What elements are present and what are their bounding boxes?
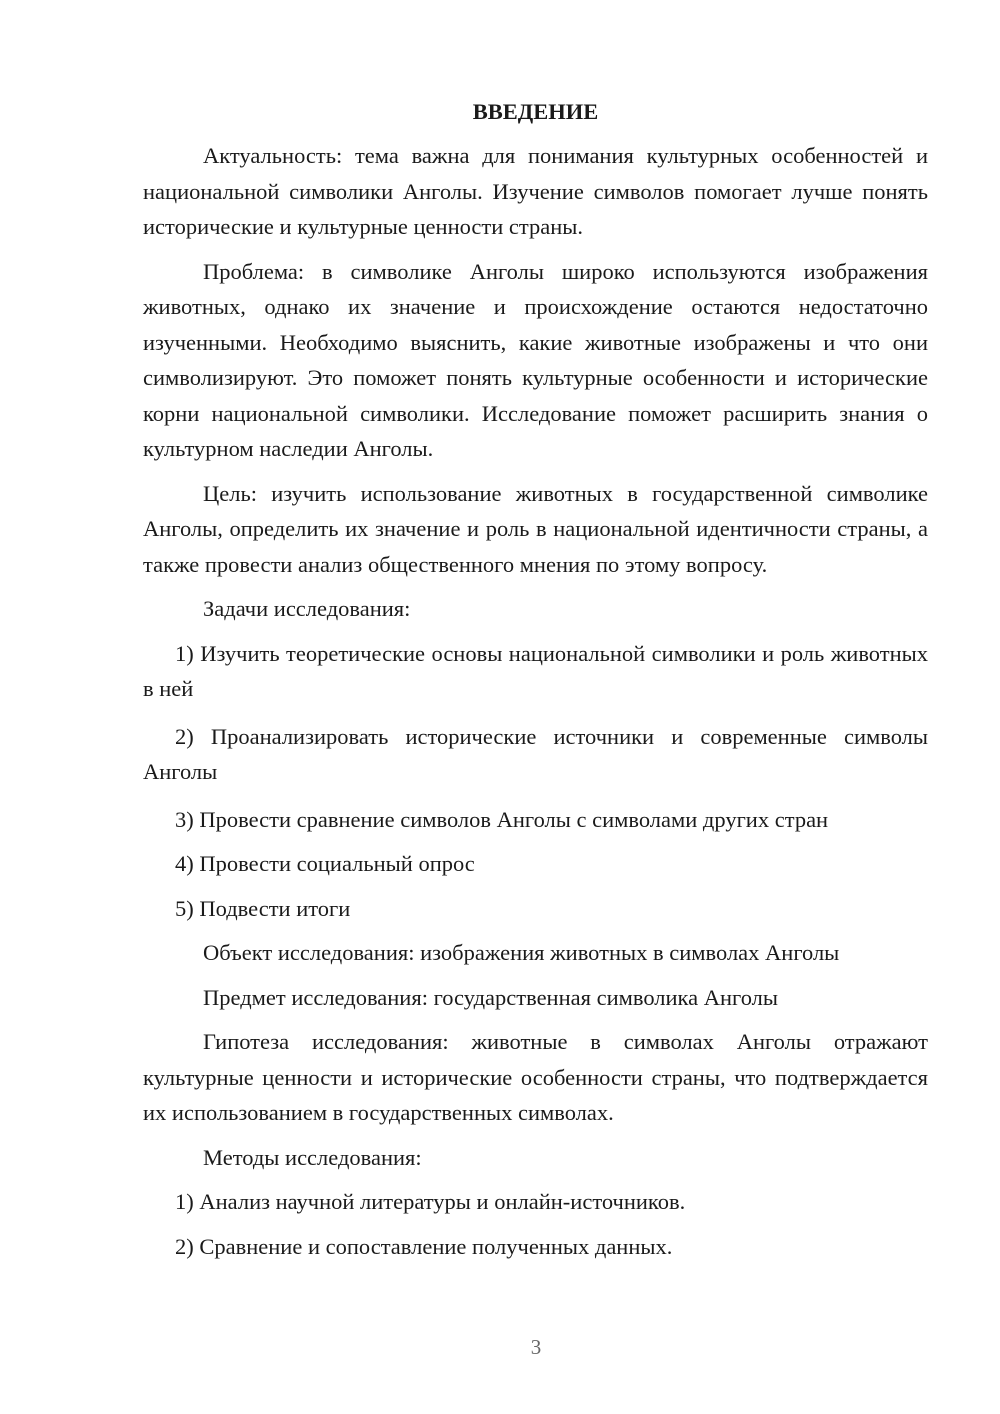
goal-paragraph: Цель: изучить использование животных в государственной символике Анголы, определить их значение и роль в национальной идентичности страны, а также провести анализ общественного мнения по этому вопросу. [143,480,928,577]
subject-paragraph: Предмет исследования: государственная символика Анголы [203,984,779,1010]
object-paragraph: Объект исследования: изображения животных в символах Анголы [203,940,840,965]
task-item-1: 1) Изучить теоретические основы национальной символики и роль животных в ней [143,640,928,701]
method-item-1: 1) Анализ научной литературы и онлайн-источников. [175,1189,686,1214]
document-page [143,96,928,1273]
method-item-2: 2) Сравнение и сопоставление полученных данных. [175,1233,673,1259]
methods-heading: Методы исследования: [203,1144,422,1170]
tasks-heading: Задачи исследования: [203,596,411,621]
problem-paragraph: Проблема: в символике Анголы широко используются изображения животных, однако их значение и происхождение остаются недостаточно изученными. Необходимо выяснить, какие животные изображены и что они символизируют. Это поможет понять культурные особенности и исторические корни национальной символики. Исследование поможет расширить знания о культурном наследии Анголы. [143,258,928,461]
task-item-2: 2) Проанализировать исторические источники и современные символы Анголы [143,723,928,784]
task-item-4: 4) Провести социальный опрос [175,851,475,876]
relevance-paragraph: Актуальность: тема важна для понимания культурных особенностей и национальной символики Анголы. Изучение символов помогает лучше понять исторические и культурные ценности страны. [143,143,928,239]
section-title: ВВЕДЕНИЕ [472,99,599,124]
task-item-5: 5) Подвести итоги [175,895,351,921]
hypothesis-paragraph: Гипотеза исследования: животные в символах Анголы отражают культурные ценности и исторические особенности страны, что подтверждается их использованием в государственных символах. [143,1029,928,1125]
task-item-3: 3) Провести сравнение символов Анголы с символами других стран [175,806,829,832]
page-number: 3 [530,1335,542,1359]
